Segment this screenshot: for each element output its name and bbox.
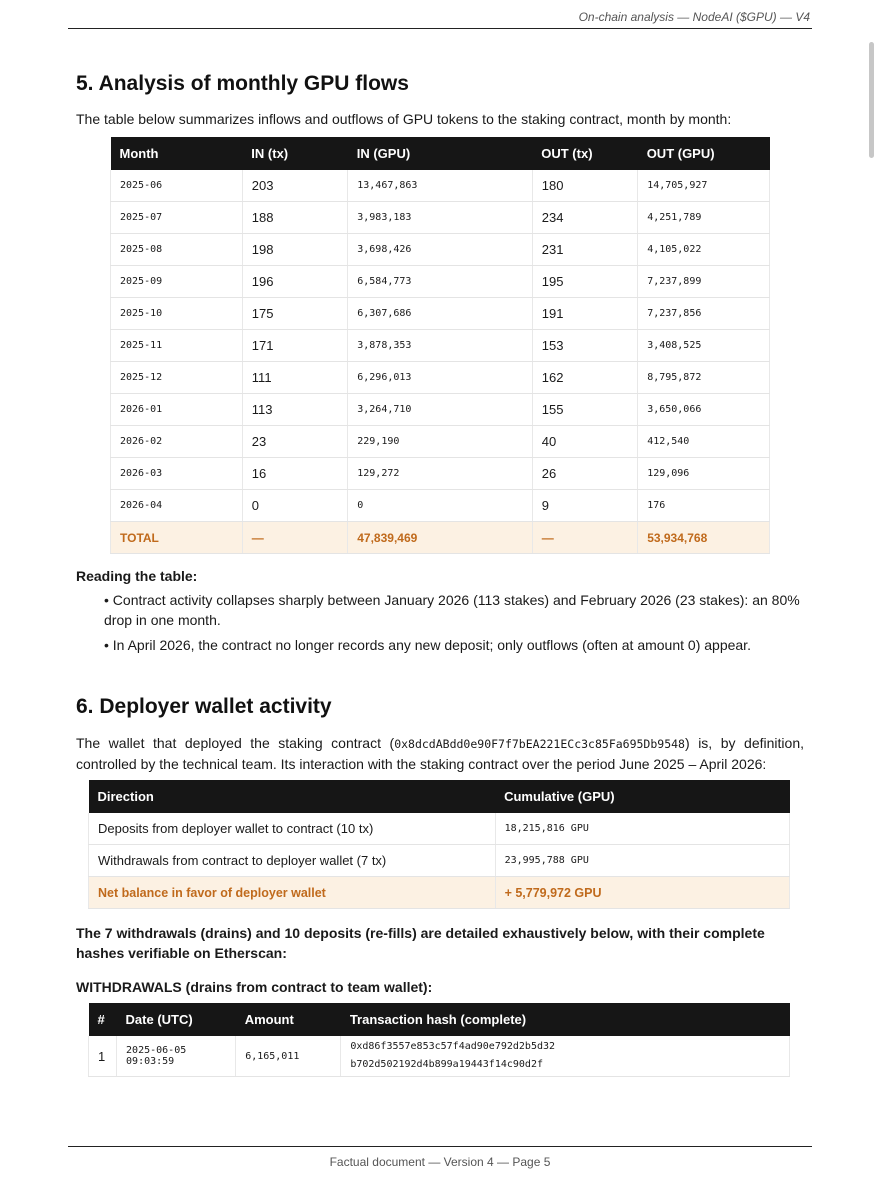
table-cell: 6,307,686 xyxy=(348,298,533,330)
table-cell: 23 xyxy=(242,426,347,458)
table-cell: 195 xyxy=(532,266,637,298)
table-cell: 412,540 xyxy=(638,426,770,458)
table-cell: 0 xyxy=(242,490,347,522)
table-cell: 2025-10 xyxy=(111,298,243,330)
hash-line: 0xd86f3557e853c57f4ad90e792d2b5d32 xyxy=(350,1041,556,1052)
table-cell: 180 xyxy=(532,170,637,202)
table-cell: 175 xyxy=(242,298,347,330)
header-divider xyxy=(68,28,812,29)
table-cell: 0 xyxy=(348,490,533,522)
table-cell: 153 xyxy=(532,330,637,362)
total-cell: 53,934,768 xyxy=(638,522,770,554)
table-cell: 231 xyxy=(532,234,637,266)
table-cell: 7,237,856 xyxy=(638,298,770,330)
withdrawal-number: 1 xyxy=(89,1036,117,1077)
column-header: OUT (GPU) xyxy=(638,137,770,170)
withdrawals-title: WITHDRAWALS (drains from contract to team wallet): xyxy=(76,979,433,995)
net-balance-cell: Net balance in favor of deployer wallet xyxy=(89,877,496,909)
table-header-row xyxy=(111,137,770,170)
table-cell: 198 xyxy=(242,234,347,266)
total-cell: TOTAL xyxy=(111,522,243,554)
table-row xyxy=(111,490,770,522)
total-cell: — xyxy=(532,522,637,554)
table-cell: 176 xyxy=(638,490,770,522)
section-6-title: 6. Deployer wallet activity xyxy=(76,695,332,718)
reading-title: Reading the table: xyxy=(76,568,198,584)
page-content xyxy=(76,72,804,1077)
column-header: IN (tx) xyxy=(242,137,347,170)
table-cell: 111 xyxy=(242,362,347,394)
withdrawals-table xyxy=(88,1003,790,1077)
reading-bullet: • Contract activity collapses sharply between January 2026 (113 stakes) and February 2026 (23 stakes): an 80% drop in one month. xyxy=(104,592,800,628)
table-header-row xyxy=(89,780,790,813)
scrollbar[interactable] xyxy=(869,42,874,158)
footer-divider xyxy=(68,1146,812,1147)
table-cell: 23,995,788 GPU xyxy=(495,845,789,877)
table-cell: 2026-02 xyxy=(111,426,243,458)
net-balance-cell: + 5,779,972 GPU xyxy=(495,877,789,909)
table-cell: 196 xyxy=(242,266,347,298)
table-row xyxy=(89,1036,790,1077)
column-header: OUT (tx) xyxy=(532,137,637,170)
table-cell: 162 xyxy=(532,362,637,394)
table-row xyxy=(111,202,770,234)
table-cell: 13,467,863 xyxy=(348,170,533,202)
page-footer: Factual document — Version 4 — Page 5 xyxy=(329,1155,551,1169)
table-row xyxy=(111,266,770,298)
table-cell: 18,215,816 GPU xyxy=(495,813,789,845)
table-cell: 171 xyxy=(242,330,347,362)
total-cell: 47,839,469 xyxy=(348,522,533,554)
column-header: Cumulative (GPU) xyxy=(495,780,789,813)
column-header: Transaction hash (complete) xyxy=(341,1003,790,1036)
section-6-text xyxy=(76,733,804,774)
table-header-row xyxy=(89,1003,790,1036)
detail-paragraph: The 7 withdrawals (drains) and 10 deposits (re-fills) are detailed exhaustively below, with their complete hashes verifiable on Etherscan: xyxy=(76,925,765,961)
table-cell: 3,650,066 xyxy=(638,394,770,426)
table-cell: 2026-04 xyxy=(111,490,243,522)
table-cell: 2025-12 xyxy=(111,362,243,394)
section-5-intro: The table below summarizes inflows and outflows of GPU tokens to the staking contract, month by month: xyxy=(76,111,732,127)
hash-line: b702d502192d4b899a19443f14c90d2f xyxy=(350,1059,543,1070)
table-cell: 4,251,789 xyxy=(638,202,770,234)
page-header: On-chain analysis — NodeAI ($GPU) — V4 xyxy=(578,10,810,24)
table-cell: 155 xyxy=(532,394,637,426)
total-row xyxy=(111,522,770,554)
table-cell: 191 xyxy=(532,298,637,330)
table-cell: 6,296,013 xyxy=(348,362,533,394)
withdrawal-date: 2025-06-05 09:03:59 xyxy=(117,1036,236,1077)
deployer-activity-table xyxy=(88,780,790,909)
column-header: Direction xyxy=(89,780,496,813)
table-row xyxy=(111,426,770,458)
table-cell: 2026-03 xyxy=(111,458,243,490)
table-cell: 4,105,022 xyxy=(638,234,770,266)
column-header: Date (UTC) xyxy=(117,1003,236,1036)
withdrawal-amount: 6,165,011 xyxy=(236,1036,341,1077)
table-cell: 3,264,710 xyxy=(348,394,533,426)
table-cell: 14,705,927 xyxy=(638,170,770,202)
table-cell: 40 xyxy=(532,426,637,458)
table-cell: 2025-11 xyxy=(111,330,243,362)
net-balance-row xyxy=(89,877,790,909)
total-cell: — xyxy=(242,522,347,554)
table-cell: 113 xyxy=(242,394,347,426)
table-cell: 3,983,183 xyxy=(348,202,533,234)
table-cell: 16 xyxy=(242,458,347,490)
table-cell: 188 xyxy=(242,202,347,234)
table-cell: 129,096 xyxy=(638,458,770,490)
table-cell: 129,272 xyxy=(348,458,533,490)
table-cell: 2025-07 xyxy=(111,202,243,234)
table-row xyxy=(111,394,770,426)
table-cell: 7,237,899 xyxy=(638,266,770,298)
table-row xyxy=(111,170,770,202)
table-cell: 2025-09 xyxy=(111,266,243,298)
section-6-text-after: ) is, by definition, controlled by the technical team. Its interaction with the staking contract over the period June 2025 – April 2026: xyxy=(76,735,804,772)
column-header: Amount xyxy=(236,1003,341,1036)
table-cell: 3,698,426 xyxy=(348,234,533,266)
column-header: # xyxy=(89,1003,117,1036)
transaction-hash[interactable] xyxy=(341,1036,790,1077)
column-header: IN (GPU) xyxy=(348,137,533,170)
table-row xyxy=(89,813,790,845)
table-cell: 2025-06 xyxy=(111,170,243,202)
table-row xyxy=(89,845,790,877)
table-cell: 203 xyxy=(242,170,347,202)
table-row xyxy=(111,458,770,490)
table-cell: 8,795,872 xyxy=(638,362,770,394)
table-row xyxy=(111,330,770,362)
table-cell: 6,584,773 xyxy=(348,266,533,298)
table-cell: Deposits from deployer wallet to contract (10 tx) xyxy=(89,813,496,845)
table-cell: 234 xyxy=(532,202,637,234)
column-header: Month xyxy=(111,137,243,170)
table-row xyxy=(111,362,770,394)
reading-bullet: • In April 2026, the contract no longer records any new deposit; only outflows (often at amount 0) appear. xyxy=(104,637,751,653)
table-cell: 2025-08 xyxy=(111,234,243,266)
section-5-title: 5. Analysis of monthly GPU flows xyxy=(76,72,409,95)
table-cell: Withdrawals from contract to deployer wallet (7 tx) xyxy=(89,845,496,877)
table-cell: 26 xyxy=(532,458,637,490)
table-cell: 229,190 xyxy=(348,426,533,458)
table-row xyxy=(111,298,770,330)
section-6-text-before: The wallet that deployed the staking contract ( xyxy=(76,735,395,751)
table-cell: 2026-01 xyxy=(111,394,243,426)
table-cell: 3,408,525 xyxy=(638,330,770,362)
monthly-flows-table xyxy=(110,137,770,554)
table-cell: 9 xyxy=(532,490,637,522)
deployer-address[interactable]: 0x8dcdABdd0e90F7f7bEA221ECc3c85Fa695Db9548 xyxy=(394,737,685,751)
table-row xyxy=(111,234,770,266)
table-cell: 3,878,353 xyxy=(348,330,533,362)
